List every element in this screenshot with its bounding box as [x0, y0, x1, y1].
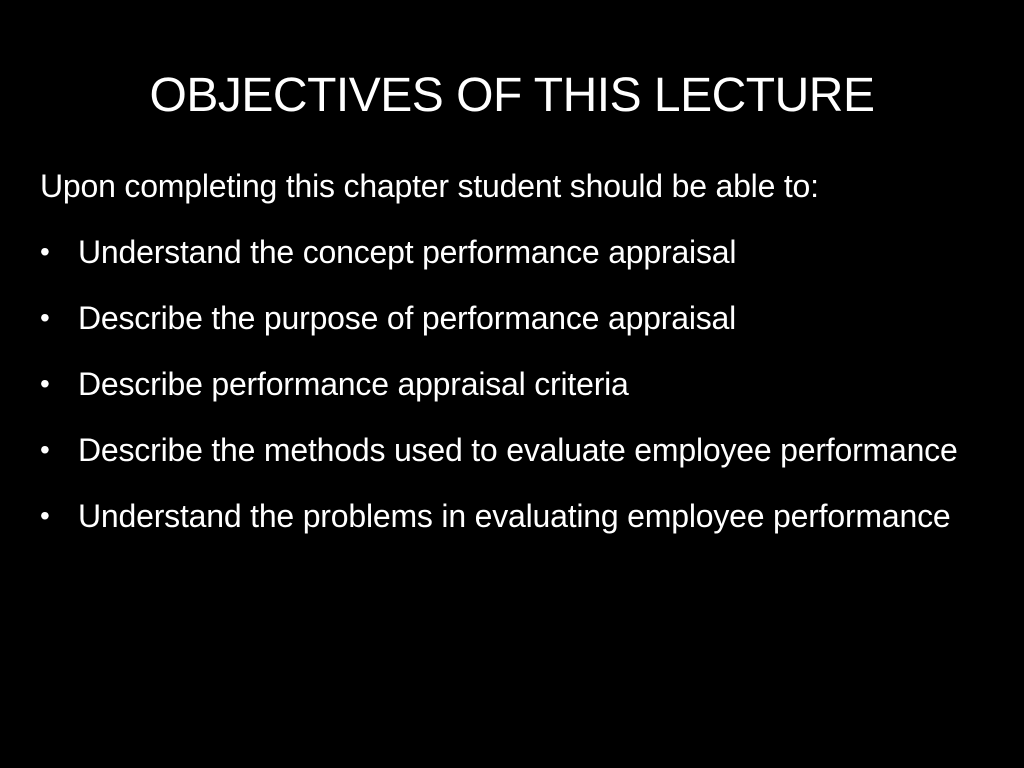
list-item	[40, 492, 980, 540]
bullet-icon: •	[40, 434, 50, 465]
bullet-icon: •	[40, 302, 50, 333]
list-item-text: Describe the purpose of performance appraisal	[78, 300, 737, 336]
list-item	[40, 360, 980, 408]
bullet-icon: •	[40, 500, 50, 531]
slide-title: OBJECTIVES OF THIS LECTURE	[149, 69, 875, 122]
bullet-icon: •	[40, 236, 50, 267]
list-item	[40, 294, 980, 342]
slide-body	[40, 162, 980, 558]
intro-text: Upon completing this chapter student should be able to:	[40, 168, 819, 204]
list-item	[40, 426, 980, 474]
list-item-text: Understand the concept performance appraisal	[78, 234, 737, 270]
list-item	[40, 228, 980, 276]
list-item-text: Describe the methods used to evaluate employee performance	[78, 432, 958, 468]
bullet-icon: •	[40, 368, 50, 399]
list-item-text: Understand the problems in evaluating employee performance	[78, 498, 951, 534]
objectives-list	[40, 228, 980, 540]
list-item-text: Describe performance appraisal criteria	[78, 366, 629, 402]
